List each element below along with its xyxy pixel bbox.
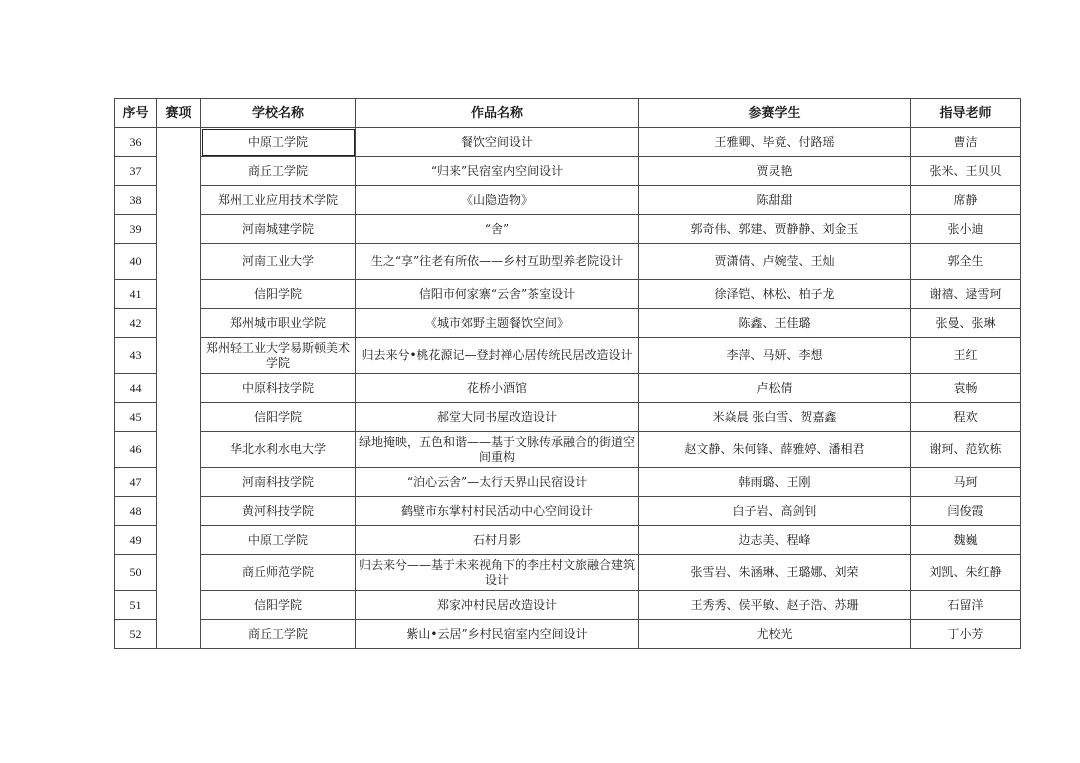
work-name: “泊心云舍”—太行天界山民宿设计: [356, 468, 639, 497]
work-name: “归来”民宿室内空间设计: [356, 157, 639, 186]
students: 白子岩、高剑钊: [639, 497, 911, 526]
school-name: 郑州城市职业学院: [201, 309, 356, 338]
row-number: 40: [115, 244, 157, 280]
row-number: 41: [115, 280, 157, 309]
header-teacher: 指导老师: [911, 99, 1021, 128]
header-no: 序号: [115, 99, 157, 128]
table-row: [115, 591, 1021, 620]
students: 陈鑫、王佳璐: [639, 309, 911, 338]
work-name: “舍”: [356, 215, 639, 244]
school-name: 黄河科技学院: [201, 497, 356, 526]
teacher: 张米、王贝贝: [911, 157, 1021, 186]
table-row: [115, 309, 1021, 338]
teacher: 席静: [911, 186, 1021, 215]
work-name: 《城市郊野主题餐饮空间》: [356, 309, 639, 338]
work-name: 绿地掩映，五色和谐——基于文脉传承融合的街道空间重构: [356, 432, 639, 468]
table-row: [115, 157, 1021, 186]
students: 贾潇倩、卢婉莹、王灿: [639, 244, 911, 280]
teacher: 张小迪: [911, 215, 1021, 244]
students: 贾灵艳: [639, 157, 911, 186]
school-name: 中原工学院: [201, 128, 356, 157]
school-name: 中原工学院: [201, 526, 356, 555]
students: 卢松倩: [639, 374, 911, 403]
teacher: 刘凯、朱红静: [911, 555, 1021, 591]
teacher: 郭全生: [911, 244, 1021, 280]
header-work: 作品名称: [356, 99, 639, 128]
header-event: 赛项: [157, 99, 201, 128]
table-row: [115, 374, 1021, 403]
table-row: [115, 403, 1021, 432]
school-name: 信阳学院: [201, 280, 356, 309]
work-name: 归去来兮——基于未来视角下的李庄村文旅融合建筑设计: [356, 555, 639, 591]
row-number: 52: [115, 620, 157, 649]
row-number: 38: [115, 186, 157, 215]
work-name: 郝堂大同书屋改造设计: [356, 403, 639, 432]
school-name: 信阳学院: [201, 591, 356, 620]
row-number: 48: [115, 497, 157, 526]
teacher: 张曼、张琳: [911, 309, 1021, 338]
students: 王雅卿、毕竟、付路瑶: [639, 128, 911, 157]
work-name: 花桥小酒馆: [356, 374, 639, 403]
table-row: [115, 280, 1021, 309]
school-name: 河南城建学院: [201, 215, 356, 244]
teacher: 马珂: [911, 468, 1021, 497]
table-row: [115, 620, 1021, 649]
row-number: 42: [115, 309, 157, 338]
students: 郭奇伟、郭建、贾静静、刘金玉: [639, 215, 911, 244]
header-students: 参赛学生: [639, 99, 911, 128]
row-number: 51: [115, 591, 157, 620]
teacher: 王红: [911, 338, 1021, 374]
teacher: 谢珂、范钦栋: [911, 432, 1021, 468]
school-name: 中原科技学院: [201, 374, 356, 403]
students: 边志美、程峰: [639, 526, 911, 555]
table-row: [115, 468, 1021, 497]
teacher: 谢禧、逯雪珂: [911, 280, 1021, 309]
row-number: 43: [115, 338, 157, 374]
table-row: [115, 215, 1021, 244]
students: 徐泽铠、林松、柏子龙: [639, 280, 911, 309]
teacher: 石留洋: [911, 591, 1021, 620]
students: 米焱晨 张白雪、贺嘉鑫: [639, 403, 911, 432]
teacher: 魏巍: [911, 526, 1021, 555]
row-number: 47: [115, 468, 157, 497]
table-row: [115, 555, 1021, 591]
table-row: [115, 497, 1021, 526]
school-name: 商丘师范学院: [201, 555, 356, 591]
school-name: 郑州轻工业大学易斯顿美术学院: [201, 338, 356, 374]
students: 尤校光: [639, 620, 911, 649]
teacher: 袁畅: [911, 374, 1021, 403]
table-row: [115, 432, 1021, 468]
work-name: 紫山•云居”乡村民宿室内空间设计: [356, 620, 639, 649]
row-number: 46: [115, 432, 157, 468]
work-name: 石村月影: [356, 526, 639, 555]
students: 张雪岩、朱涵琳、王璐娜、刘荣: [639, 555, 911, 591]
row-number: 44: [115, 374, 157, 403]
row-number: 49: [115, 526, 157, 555]
teacher: 程欢: [911, 403, 1021, 432]
students: 韩雨璐、王刚: [639, 468, 911, 497]
header-row: [115, 99, 1021, 128]
school-name: 华北水利水电大学: [201, 432, 356, 468]
row-number: 45: [115, 403, 157, 432]
school-name: 河南科技学院: [201, 468, 356, 497]
work-name: 餐饮空间设计: [356, 128, 639, 157]
students: 赵文静、朱何锋、薛雅婷、潘相君: [639, 432, 911, 468]
students: 李萍、马妍、李想: [639, 338, 911, 374]
work-name: 归去来兮•桃花源记—登封禅心居传统民居改造设计: [356, 338, 639, 374]
teacher: 丁小芳: [911, 620, 1021, 649]
teacher: 闫俊霞: [911, 497, 1021, 526]
school-name: 郑州工业应用技术学院: [201, 186, 356, 215]
work-name: 郑家冲村民居改造设计: [356, 591, 639, 620]
table-row: [115, 244, 1021, 280]
school-name: 商丘工学院: [201, 620, 356, 649]
table-row: [115, 186, 1021, 215]
row-number: 36: [115, 128, 157, 157]
row-number: 37: [115, 157, 157, 186]
students: 王秀秀、侯平敏、赵子浩、苏珊: [639, 591, 911, 620]
table-row: [115, 526, 1021, 555]
table-row: [115, 128, 1021, 157]
work-name: 《山隐造物》: [356, 186, 639, 215]
school-name: 河南工业大学: [201, 244, 356, 280]
row-number: 50: [115, 555, 157, 591]
work-name: 生之“享”往老有所依——乡村互助型养老院设计: [356, 244, 639, 280]
work-name: 信阳市何家寨“云舍”茶室设计: [356, 280, 639, 309]
school-name: 商丘工学院: [201, 157, 356, 186]
award-table: [114, 98, 1021, 649]
table-row: [115, 338, 1021, 374]
event-cell: [157, 128, 201, 649]
students: 陈甜甜: [639, 186, 911, 215]
row-number: 39: [115, 215, 157, 244]
teacher: 曹洁: [911, 128, 1021, 157]
school-name: 信阳学院: [201, 403, 356, 432]
work-name: 鹤壁市东掌村村民活动中心空间设计: [356, 497, 639, 526]
header-school: 学校名称: [201, 99, 356, 128]
